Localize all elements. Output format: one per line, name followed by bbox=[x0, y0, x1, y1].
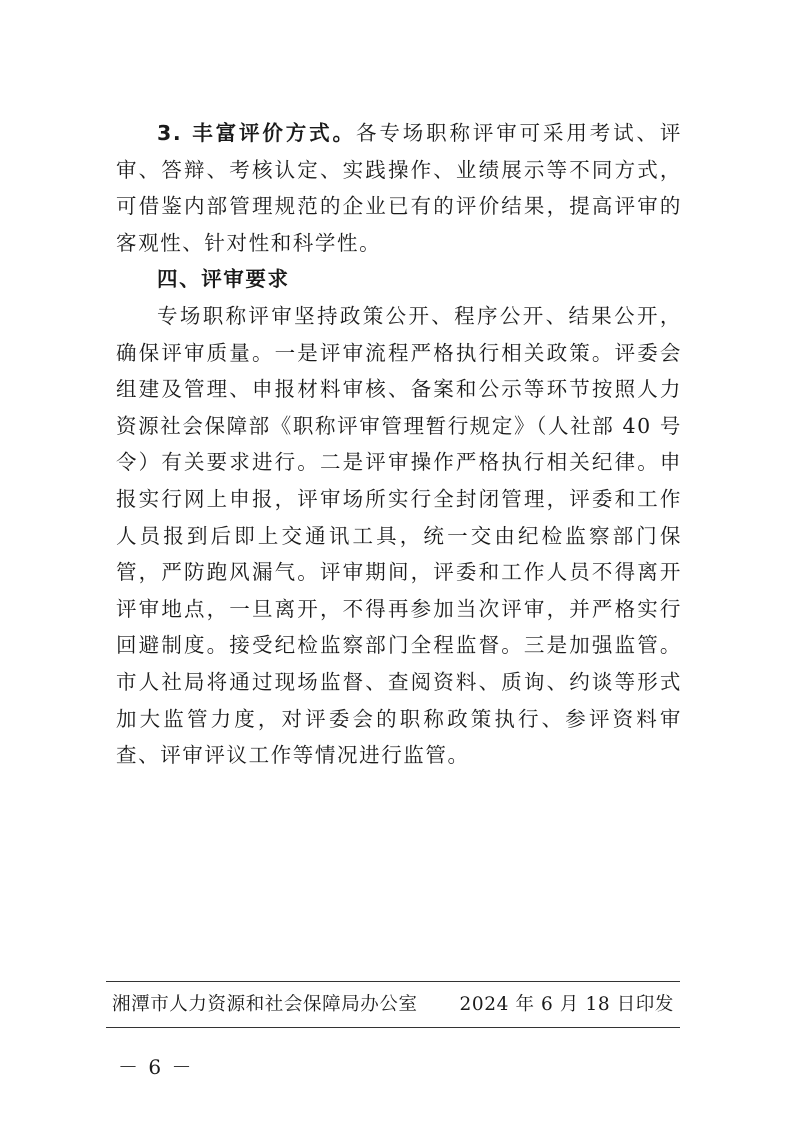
item-3-text: 各专场职称评审可采用考试、评审、答辩、考核认定、实践操作、业绩展示等不同方式，可借鉴内部管理规范的企业已有的评价结果，提高评审的客观性、针对性和科学性。 bbox=[116, 121, 682, 255]
item-3-lead: 3. 丰富评价方式。 bbox=[157, 121, 356, 145]
section-4-paragraph: 专场职称评审坚持政策公开、程序公开、结果公开，确保评审质量。一是评审流程严格执行相关政策。评委会组建及管理、申报材料审核、备案和公示等环节按照人力资源社会保障部《职称评审管理暂行规定》（人社部 40 号令）有关要求进行。二是评审操作严格执行相关纪律。申报实行网上申报，评审场所实行全封闭管理，评委和工作人员报到后即上交通讯工具，统一交由纪检监察部门保管，严防跑风漏气。评审期间，评委和工作人员不得离开评审地点，一旦离开，不得再参加当次评审，并严格实行回避制度。接受纪检监察部门全程监督。三是加强监管。市人社局将通过现场监督、查阅资料、质询、约谈等形式加大监管力度，对评委会的职称政策执行、参评资料审查、评审评议工作等情况进行监管。 bbox=[116, 303, 682, 768]
issuer-name: 湘潭市人力资源和社会保障局办公室 bbox=[112, 994, 418, 1015]
page-number: － 6 － bbox=[118, 1055, 194, 1079]
paragraph-item-3 bbox=[116, 115, 682, 261]
document-body bbox=[116, 115, 682, 774]
footer-top-rule bbox=[106, 981, 680, 982]
section-4-heading: 四、评审要求 bbox=[157, 267, 290, 292]
issue-date: 2024 年 6 月 18 日印发 bbox=[459, 994, 674, 1015]
footer-bottom-rule bbox=[106, 1027, 680, 1028]
issuance-footer bbox=[112, 990, 674, 1020]
